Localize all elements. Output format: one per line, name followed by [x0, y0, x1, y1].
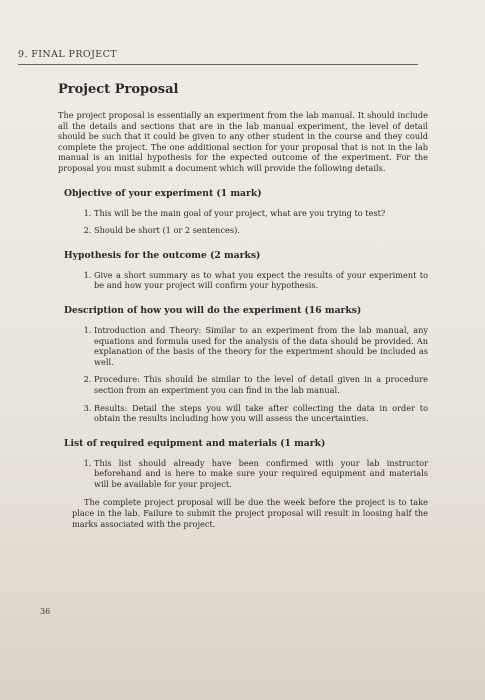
intro-paragraph: The project proposal is essentially an experiment from the lab manual. It should include all the details and sections that are in the lab manual experiment, the level of detail should be such that it could be given to any other student in the course and they could complete the project. The one additional section for your proposal that is not in the lab manual is an initial hypothesis for the expected outcome of the experiment. For the proposal you must submit a document which will provide the following details. [58, 110, 428, 173]
section-heading: Hypothesis for the outcome (2 marks) [64, 249, 261, 261]
numbered-list [64, 325, 428, 424]
section-heading: Description of how you will do the experiment (16 marks) [64, 304, 362, 316]
section-hypothesis [58, 250, 428, 291]
list-item: 1. This will be the main goal of your project, what are you trying to test? [94, 208, 428, 219]
list-item: 1. This list should already have been confirmed with your lab instructor beforehand and is here to make sure your required equipment and materials will be available for your project. [94, 458, 428, 490]
header-rule [18, 64, 418, 65]
section-heading: Objective of your experiment (1 mark) [64, 187, 262, 199]
section-heading: List of required equipment and materials (1 mark) [64, 437, 326, 449]
numbered-list [64, 270, 428, 291]
page-content [58, 82, 428, 529]
section-description [58, 305, 428, 424]
list-item: 2. Should be short (1 or 2 sentences). [94, 225, 428, 236]
page-title: Project Proposal [58, 82, 179, 97]
section-objective [58, 188, 428, 236]
list-item: 3. Results: Detail the steps you will take after collecting the data in order to obtain the results including how you will assess the uncertainties. [94, 403, 428, 424]
numbered-list [64, 458, 428, 490]
list-item: 2. Procedure: This should be similar to the level of detail given in a procedure section from an experiment you can find in the lab manual. [94, 374, 428, 395]
list-item: 1. Give a short summary as to what you expect the results of your experiment to be and how your project will confirm your hypothesis. [94, 270, 428, 291]
numbered-list [64, 208, 428, 236]
list-item: 1. Introduction and Theory: Similar to an experiment from the lab manual, any equations and formula used for the analysis of the data should be provided. An explanation of the basis of the theory for the experiment should be included as well. [94, 325, 428, 367]
page-number: 36 [40, 607, 51, 616]
running-head: 9. FINAL PROJECT [18, 49, 118, 60]
closing-paragraph: The complete project proposal will be due the week before the project is to take place in the lab. Failure to submit the project proposal will result in loosing half the marks associated with the project. [72, 497, 428, 529]
section-equipment [58, 438, 428, 490]
